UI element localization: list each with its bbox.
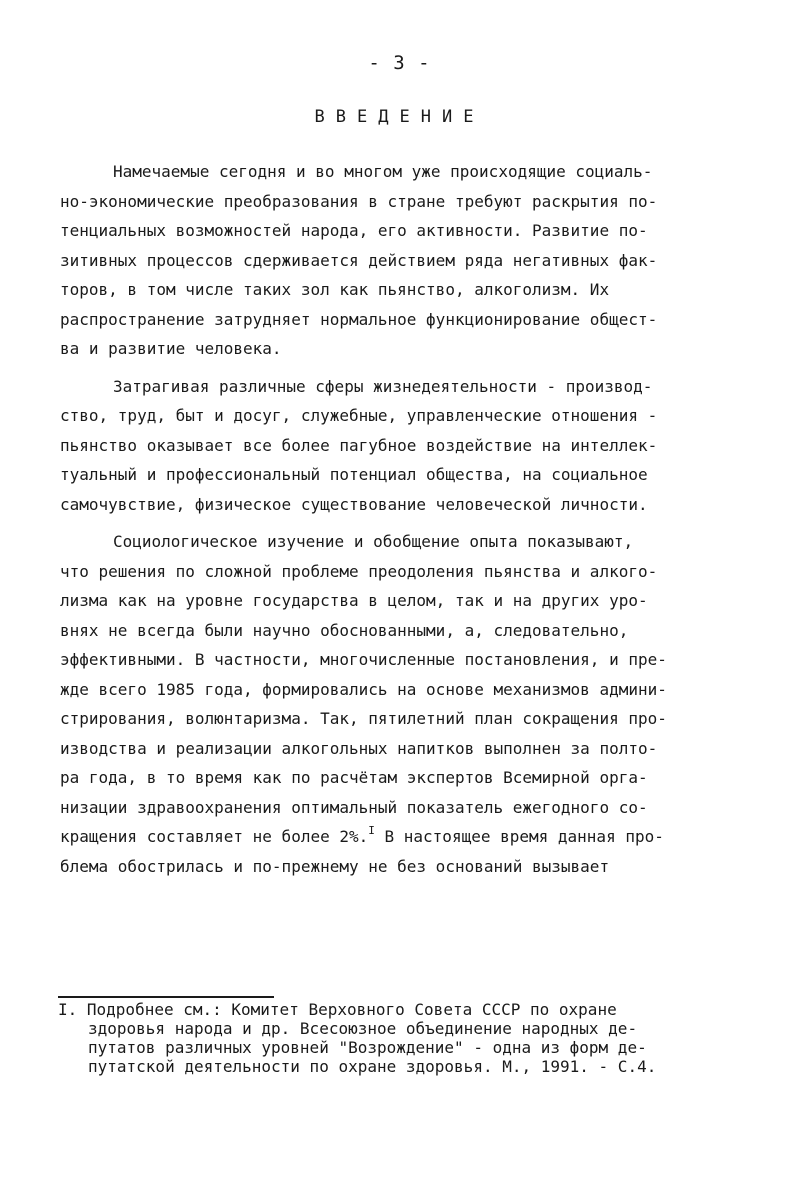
footnote-line: путатов различных уровней "Возрождение" - одна из форм де- <box>88 1038 647 1057</box>
paragraph-line: что решения по сложной проблеме преодоления пьянства и алкого- <box>60 561 658 581</box>
paragraph-line: тенциальных возможностей народа, его активности. Развитие по- <box>60 221 648 240</box>
paragraph-line: блема обострилась и по-прежнему не без оснований вызывает <box>60 856 610 876</box>
paragraph-line: но-экономические преобразования в стране требуют раскрытия по- <box>60 191 658 211</box>
paragraph-line: пьянство оказывает все более пагубное воздействие на интеллек- <box>60 435 658 455</box>
paragraph-line: туальный и профессиональный потенциал общества, на социальное <box>60 465 648 484</box>
paragraph-line: распространение затрудняет нормальное функционирование общест- <box>60 309 658 329</box>
paragraph-line: жде всего 1985 года, формировались на основе механизмов админи- <box>60 679 667 699</box>
paragraph-line: ва и развитие человека. <box>60 339 282 358</box>
paragraph-line: Социологическое изучение и обобщение опыта показывают, <box>113 532 634 551</box>
paragraph-line: низации здравоохранения оптимальный показатель ежегодного со- <box>60 797 648 817</box>
footnote-reference[interactable]: I <box>368 824 375 837</box>
section-title: ВВЕДЕНИЕ <box>314 107 485 127</box>
paragraph-line: эффективными. В частности, многочисленные постановления, и пре- <box>60 650 667 669</box>
paragraph-line: Намечаемые сегодня и во многом уже происходящие социаль- <box>113 162 653 181</box>
text-before-footnote: кращения составляет не более 2%. <box>60 827 369 846</box>
footnote-divider <box>58 996 274 998</box>
paragraph-line: ра года, в то время как по расчётам экспертов Всемирной орга- <box>60 768 648 787</box>
paragraph-line: Затрагивая различные сферы жизнедеятельности - производ- <box>113 376 653 396</box>
paragraph-line: лизма как на уровне государства в целом, так и на других уро- <box>60 591 648 610</box>
footnote-line: путатской деятельности по охране здоровья. М., 1991. - С.4. <box>88 1057 657 1076</box>
paragraph-line: самочувствие, физическое существование человеческой личности. <box>60 494 648 514</box>
body-text <box>60 157 720 881</box>
paragraph-line-with-footnote <box>60 822 720 852</box>
footnote <box>58 1000 748 1076</box>
page-number: - 3 - <box>368 52 431 74</box>
footnote-line: здоровья народа и др. Всесоюзное объединение народных де- <box>88 1019 638 1038</box>
footnote-line: I. Подробнее см.: Комитет Верховного Совета СССР по охране <box>58 1000 617 1019</box>
text-after-footnote: В настоящее время данная про- <box>374 827 664 846</box>
paragraph-line: зитивных процессов сдерживается действием ряда негативных фак- <box>60 250 658 270</box>
paragraph-line: стрирования, волюнтаризма. Так, пятилетний план сокращения про- <box>60 709 667 728</box>
paragraph-line: внях не всегда были научно обоснованными, а, следовательно, <box>60 620 629 640</box>
paragraph-line: торов, в том числе таких зол как пьянство, алкоголизм. Их <box>60 280 610 299</box>
paragraph-line: изводства и реализации алкогольных напитков выполнен за полто- <box>60 738 658 758</box>
paragraph-line: ство, труд, быт и досуг, служебные, управленческие отношения - <box>60 406 658 425</box>
